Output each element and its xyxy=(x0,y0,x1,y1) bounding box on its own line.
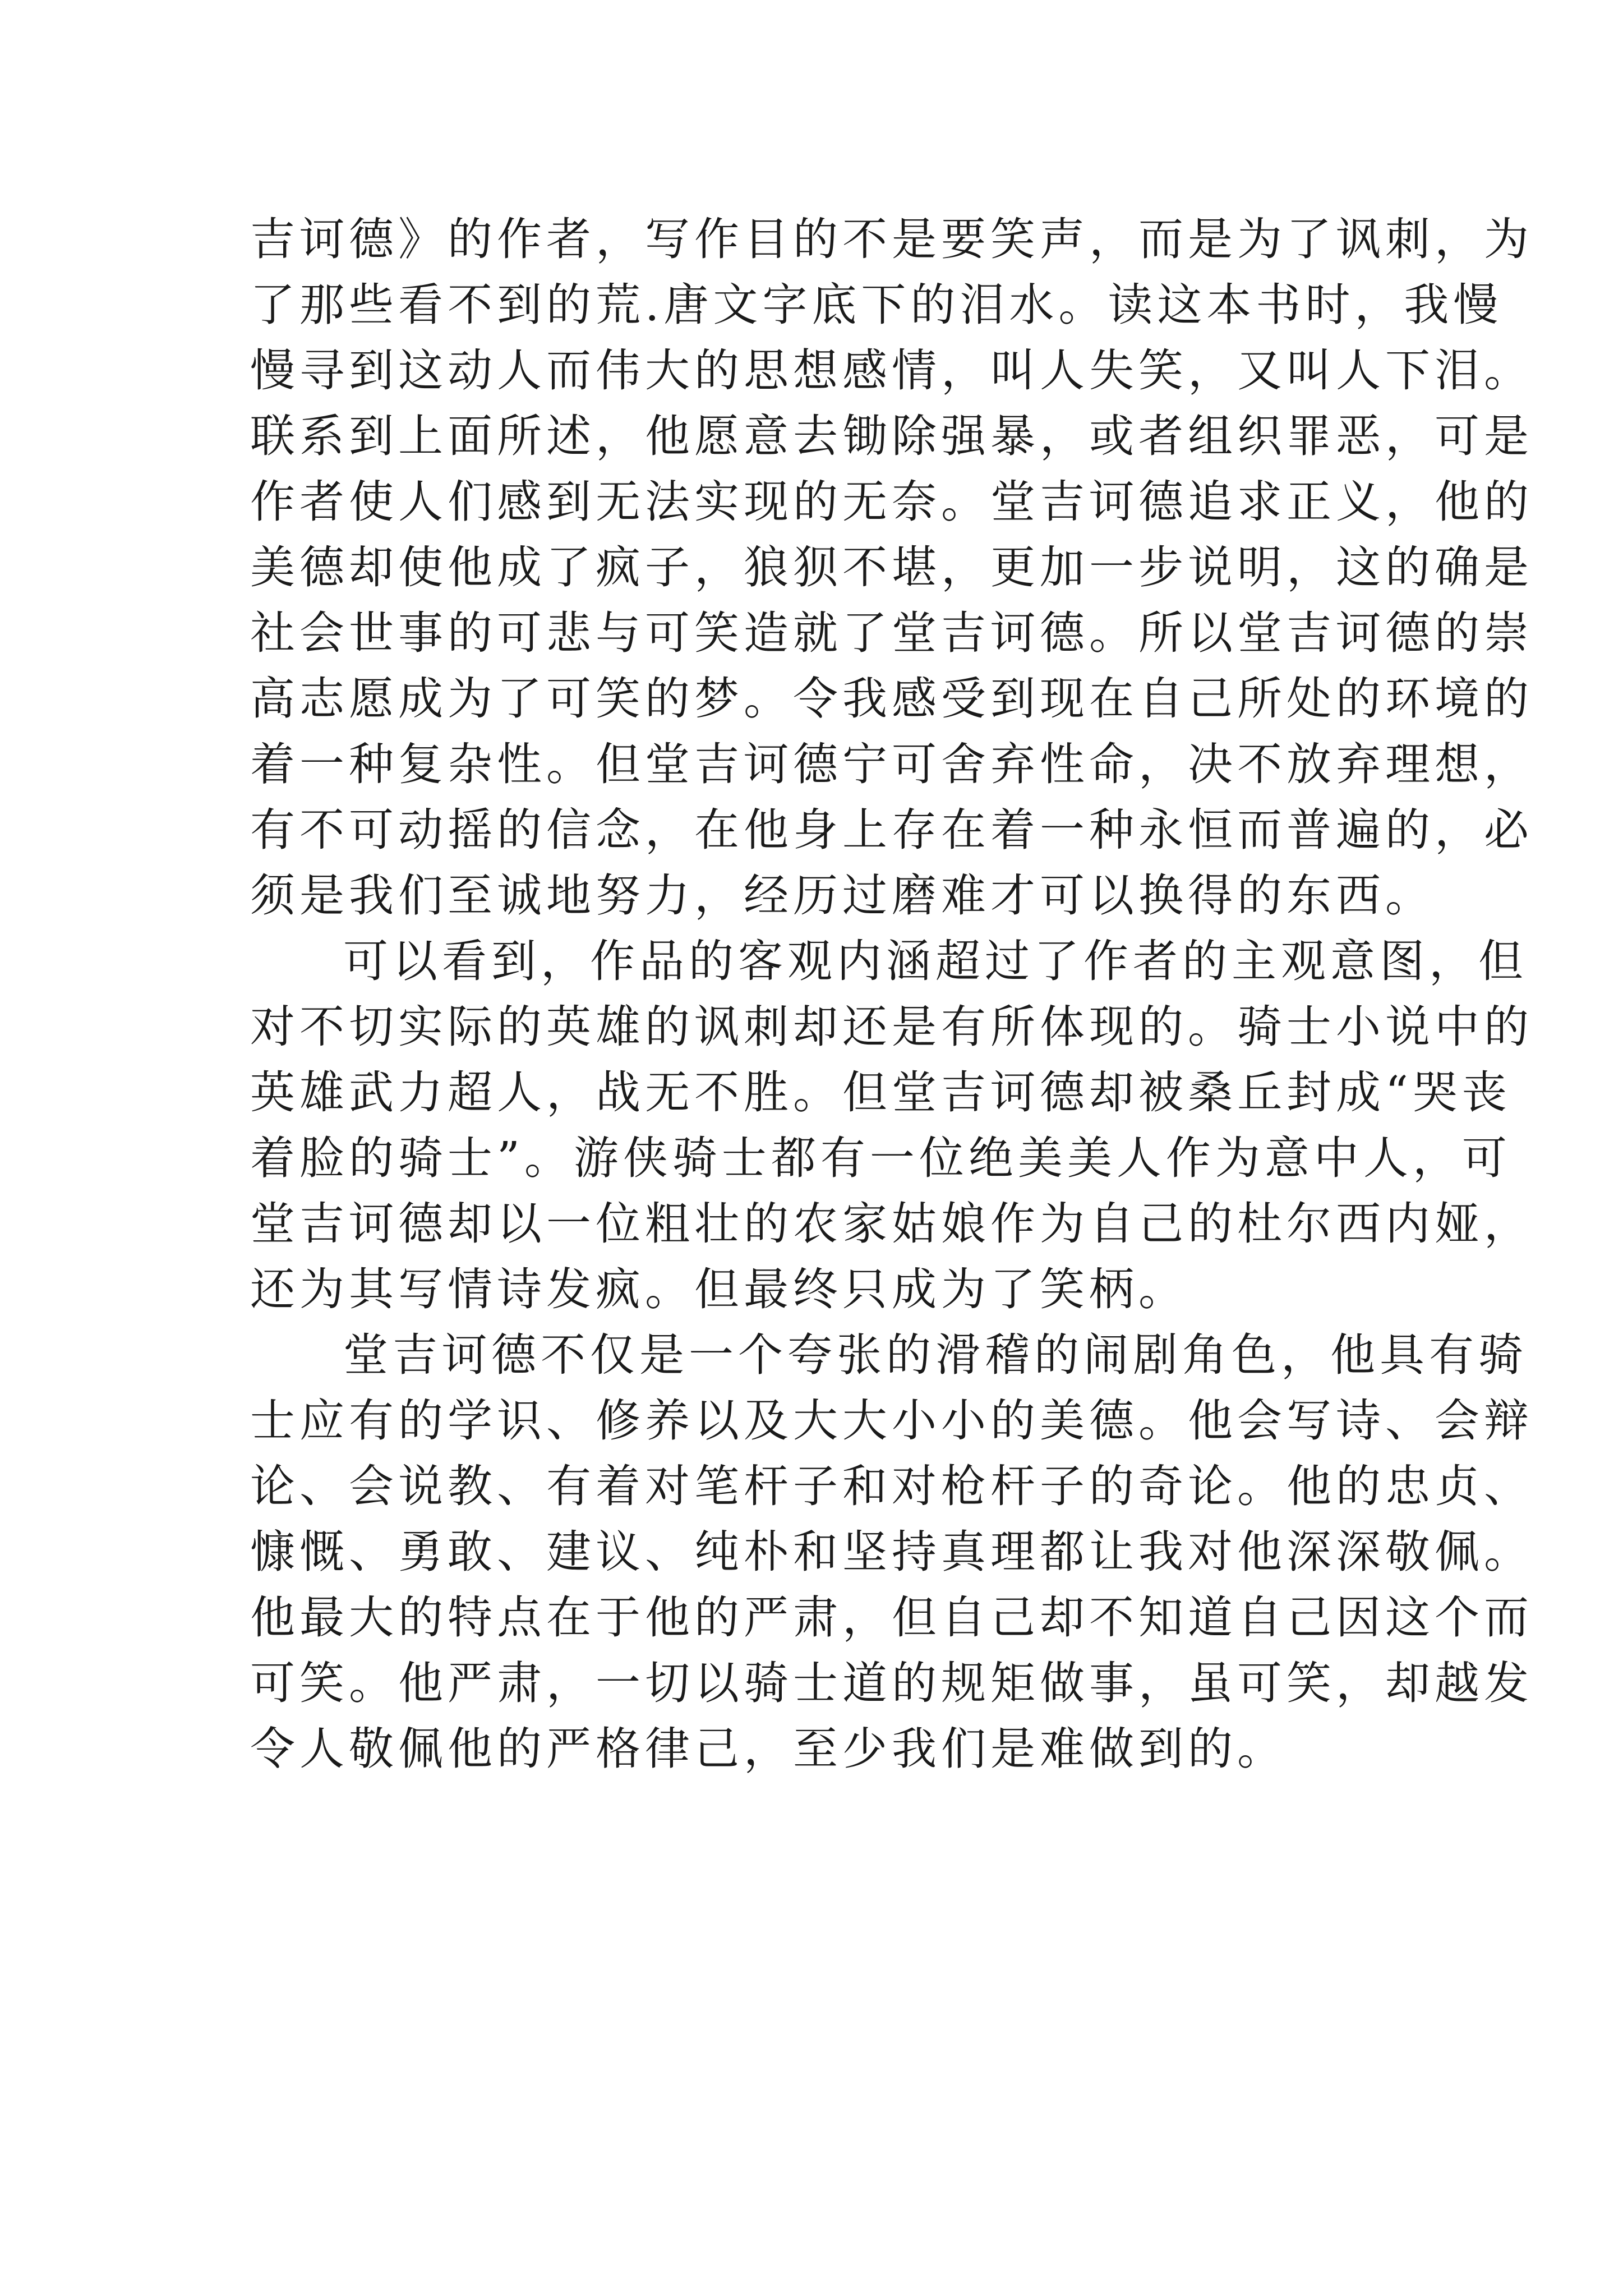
text-line: 慢寻到这动人而伟大的思想感情，叫人失笑，又叫人下泪。 xyxy=(250,344,1533,397)
text-line: 可以看到，作品的客观内涵超过了作者的主观意图，但 xyxy=(343,935,1528,987)
paragraph-2 xyxy=(250,928,1533,1322)
text-line: 对不切实际的英雄的讽刺却还是有所体现的。骑士小说中的 xyxy=(250,1001,1533,1053)
paragraph-3 xyxy=(250,1322,1533,1782)
text-line: 作者使人们感到无法实现的无奈。堂吉诃德追求正义，他的 xyxy=(250,476,1533,528)
text-line: 还为其写情诗发疯。但最终只成为了笑柄。 xyxy=(250,1263,1188,1315)
text-line: 士应有的学识、修养以及大大小小的美德。他会写诗、会辩 xyxy=(250,1395,1533,1447)
text-line: 联系到上面所述，他愿意去锄除强暴，或者组织罪恶，可是 xyxy=(250,410,1533,462)
text-line: 着脸的骑士”。游侠骑士都有一位绝美美人作为意中人，可 xyxy=(250,1132,1511,1184)
text-line: 堂吉诃德却以一位粗壮的农家姑娘作为自己的杜尔西内娅， xyxy=(250,1198,1533,1250)
text-line: 美德却使他成了疯子，狼狈不堪，更加一步说明，这的确是 xyxy=(250,541,1533,593)
text-line: 他最大的特点在于他的严肃，但自己却不知道自己因这个而 xyxy=(250,1591,1533,1644)
text-line: 有不可动摇的信念，在他身上存在着一种永恒而普遍的，必 xyxy=(250,804,1533,856)
text-line: 着一种复杂性。但堂吉诃德宁可舍弃性命，决不放弃理想， xyxy=(250,738,1533,790)
text-line: 社会世事的可悲与可笑造就了堂吉诃德。所以堂吉诃德的崇 xyxy=(250,607,1533,659)
text-line: 令人敬佩他的严格律己，至少我们是难做到的。 xyxy=(250,1723,1287,1775)
body-text xyxy=(250,206,1533,1782)
paragraph-1 xyxy=(250,206,1533,928)
text-line: 须是我们至诚地努力，经历过磨难才可以换得的东西。 xyxy=(250,869,1435,922)
text-line: 了那些看不到的荒.唐文字底下的泪水。读这本书时，我慢 xyxy=(250,279,1503,331)
text-line: 堂吉诃德不仅是一个夸张的滑稽的闹剧角色，他具有骑 xyxy=(343,1329,1528,1381)
text-line: 英雄武力超人，战无不胜。但堂吉诃德却被桑丘封成“哭丧 xyxy=(250,1066,1511,1119)
text-line: 论、会说教、有着对笔杆子和对枪杆子的奇论。他的忠贞、 xyxy=(250,1460,1533,1512)
text-line: 高志愿成为了可笑的梦。令我感受到现在自己所处的环境的 xyxy=(250,673,1533,725)
text-line: 可笑。他严肃，一切以骑士道的规矩做事，虽可笑，却越发 xyxy=(250,1657,1533,1709)
text-line: 吉诃德》的作者，写作目的不是要笑声，而是为了讽刺，为 xyxy=(250,213,1533,265)
text-line: 慷慨、勇敢、建议、纯朴和坚持真理都让我对他深深敬佩。 xyxy=(250,1526,1533,1578)
